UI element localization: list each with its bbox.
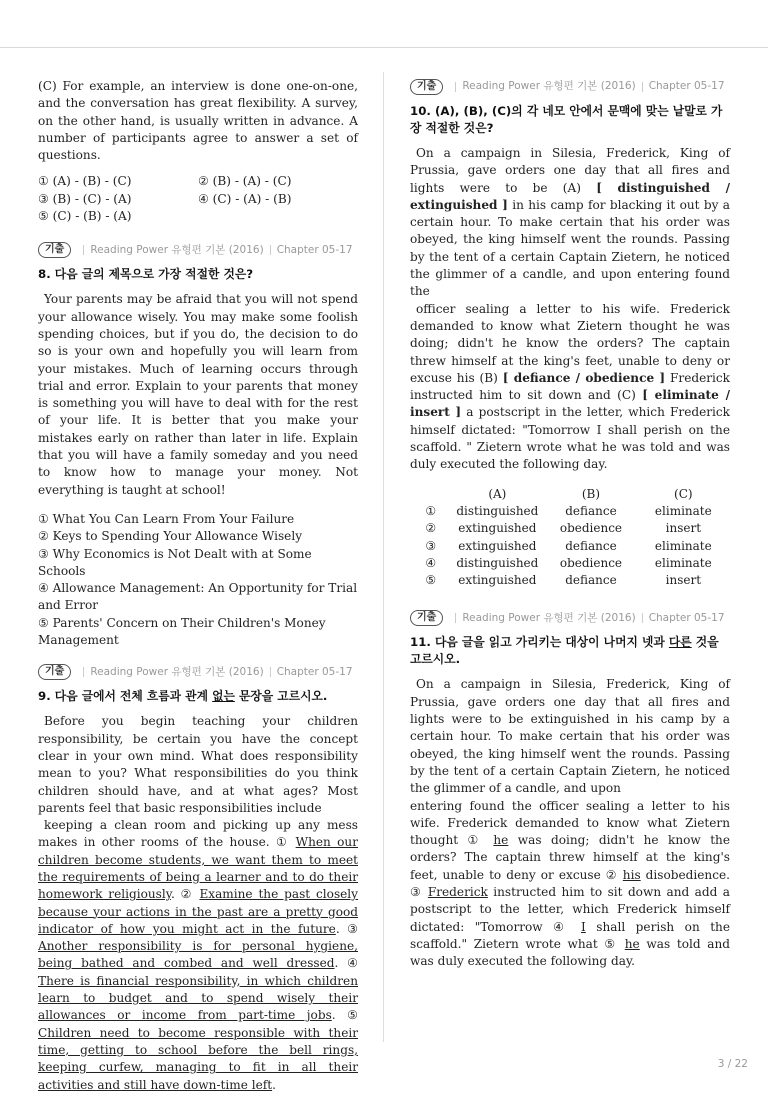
q9-chapter: Chapter 05-17 — [276, 665, 353, 678]
q8-badge: 기출 — [38, 242, 71, 258]
q8-source — [38, 241, 358, 259]
q9-lead: keeping a clean room and picking up any mess makes in other rooms of the house. — [38, 818, 358, 850]
q8-title: 8. 다음 글의 제목으로 가장 적절한 것은? — [38, 267, 254, 282]
q8-chapter: Chapter 05-17 — [276, 243, 353, 256]
q10-answer-table — [412, 486, 730, 590]
q9-title-pre: 9. 다음 글에서 전체 흐름과 관계 — [38, 689, 213, 704]
q8-options — [38, 511, 358, 649]
q10-text-3: officer sealing a letter to his wife. Frederick demanded to know what Zietern thought he was doing; didn't he know the orders? The captain threw himself at the king's feet, unable to deny or excuse his (B) — [410, 301, 730, 385]
header-rule — [0, 47, 768, 48]
q11-passage-2 — [410, 798, 730, 971]
q8-option-4[interactable]: ④ Allowance Management: An Opportunity for Trial and Error — [38, 581, 358, 613]
q9-passage — [38, 817, 358, 1094]
q9-source-text: Reading Power 유형편 기본 (2016) — [90, 665, 264, 678]
q10-passage-2 — [410, 301, 730, 474]
q10-row-num: ① — [425, 503, 437, 518]
q9-intro: Before you begin teaching your children responsibility, be certain you have the concept clear in your own mind. What does responsibility mean to you? What responsibilities do you think children should have, and at what ages? Most parents feel that basic responsibilities include — [38, 714, 358, 815]
q10-badge: 기출 — [410, 79, 443, 95]
q10-cell: distinguished — [456, 555, 539, 570]
separator — [455, 82, 456, 92]
separator — [270, 245, 271, 255]
q11-choice-1[interactable]: he — [493, 833, 509, 848]
q10-cell: obedience — [559, 555, 623, 570]
q10-title: 10. (A), (B), (C)의 각 네모 안에서 문맥에 맞는 낱말로 가장 적절한 것은? — [410, 104, 723, 135]
q11-choice-4[interactable]: I — [581, 919, 586, 934]
q10-table-header — [412, 486, 730, 503]
q10-cell: insert — [665, 573, 702, 588]
q7-options — [38, 173, 358, 225]
q10-text-5: a postscript in the letter, which Frederick himself dictated: "Tomorrow I shall perish on the scaffold. " Zietern wrote what he was told and was duly executed the following day. — [410, 405, 731, 472]
q8-option-3[interactable]: ③ Why Economics is Not Dealt with at Some Schools — [38, 546, 312, 578]
q10-text-4: Frederick instructed him to sit down and (C) — [410, 370, 730, 403]
q8-option-2[interactable]: ② Keys to Spending Your Allowance Wisely — [38, 529, 303, 544]
q10-cell: extinguished — [458, 573, 537, 588]
q7-option-4[interactable]: ④ (C) - (A) - (B) — [198, 191, 292, 206]
q10-header-blank — [412, 486, 449, 503]
q11-title-underlined: 다른 — [668, 635, 692, 650]
q11-text-c: disobedience. ③ — [410, 867, 730, 899]
q10-cell: eliminate — [654, 503, 712, 518]
q10-box-c: [ eliminate / insert ] — [410, 388, 730, 420]
q10-row-num: ⑤ — [425, 573, 437, 588]
q10-option-row-4[interactable] — [412, 555, 730, 572]
q7-option-1[interactable]: ① (A) - (B) - (C) — [38, 174, 132, 189]
q10-cell: defiance — [565, 573, 617, 588]
q11-source — [410, 609, 730, 627]
q9-sentence-4[interactable]: There is financial responsibility, in which children learn to budget and to spend wisely their allowances or income from part-time jobs — [38, 973, 358, 1023]
q10-text-1: On a campaign in Silesia, Frederick, King of Prussia, gave orders one day that all fires and lights were to be (A) — [410, 146, 730, 195]
q10-box-a: [ distinguished / extinguished ] — [410, 180, 730, 212]
q10-cell: extinguished — [458, 538, 537, 553]
q9-title-underlined: 없는 — [212, 689, 235, 704]
q10-passage-1 — [410, 145, 730, 301]
q9-marker-3: . ③ — [335, 921, 358, 936]
q10-cell: eliminate — [654, 538, 712, 553]
page-number: 3 / 22 — [717, 1058, 748, 1070]
q10-cell: insert — [665, 521, 702, 536]
q8-option-5[interactable]: ⑤ Parents' Concern on Their Children's Money Management — [38, 615, 326, 648]
q11-text-b: was doing; didn't he know the orders? The captain threw himself at the king's feet, unable to deny or excuse ② — [410, 833, 730, 882]
q9-source — [38, 663, 358, 681]
right-column — [410, 78, 730, 970]
q10-option-row-1[interactable] — [412, 503, 730, 520]
q11-text-f: was told and was duly executed the following day. — [410, 936, 730, 969]
q10-cell: eliminate — [654, 555, 712, 570]
q11-passage-1: On a campaign in Silesia, Frederick, King of Prussia, gave orders one day that all fires and lights were to be extinguished in his camp by a certain hour. To make certain that his order was obeyed, the king himself went the rounds. Passing by the tent of a certain Captain Zietern, he noticed the glimmer of a candle, and upon — [410, 677, 730, 796]
q11-text-d: instructed him to sit down and add a postscript to the letter, which Frederick himself dictated: "Tomorrow ④ — [410, 884, 731, 934]
q9-sentence-1[interactable]: When our children become students, we want them to meet the requirements of being a learner and to do their homework religiously — [38, 835, 358, 902]
q10-box-b: [ defiance / obedience ] — [502, 370, 666, 385]
q10-header-c: (C) — [674, 486, 693, 501]
q10-source-text: Reading Power 유형편 기본 (2016) — [462, 80, 636, 93]
q10-row-num: ④ — [425, 555, 437, 570]
q10-row-num: ② — [425, 521, 437, 536]
q11-title-post: 것을 고르시오. — [410, 635, 719, 667]
separator — [83, 667, 84, 677]
q11-text-e: shall perish on the scaffold." Zietern wrote what ⑤ — [410, 919, 730, 951]
q11-source-text: Reading Power 유형편 기본 (2016) — [462, 611, 636, 624]
q10-header-a: (A) — [488, 486, 507, 501]
q9-marker-2: . ② — [170, 887, 200, 902]
q8-passage: Your parents may be afraid that you will not spend your allowance wisely. You may make some foolish spending choices, but if you do, the decision to do so is your own and hopefully you will learn from your mistakes. Much of learning occurs through trial and error. Explain to your parents that money is something you will have to deal with for the rest of your life. It is better that you make your mistakes early on rather than later in life. Explain that you will have a family someday and you need to know how to manage your money. Not everything is taught at school! — [38, 292, 358, 497]
separator — [455, 613, 456, 623]
q10-cell: distinguished — [456, 503, 539, 518]
q11-choice-2[interactable]: his — [622, 867, 641, 882]
q9-sentence-2[interactable]: Examine the past closely because your actions in the past are a pretty good indicator of how you might act in the future — [38, 887, 359, 936]
q9-marker-5: . ⑤ — [331, 1008, 358, 1023]
q8-option-1[interactable]: ① What You Can Learn From Your Failure — [38, 511, 295, 526]
q10-option-row-3[interactable] — [412, 538, 730, 555]
q11-choice-3[interactable]: Frederick — [427, 884, 488, 899]
q10-option-row-2[interactable] — [412, 520, 730, 537]
q11-text-a: entering found the officer sealing a letter to his wife. Frederick demanded to know what Zietern thought ① — [410, 798, 730, 848]
q11-badge: 기출 — [410, 610, 443, 626]
separator — [83, 245, 84, 255]
q9-marker-1: ① — [275, 835, 296, 850]
q10-cell: obedience — [559, 521, 623, 536]
separator — [642, 82, 643, 92]
q10-chapter: Chapter 05-17 — [648, 80, 725, 93]
q10-option-row-5[interactable] — [412, 572, 730, 589]
q11-title-pre: 11. 다음 글을 읽고 가리키는 대상이 나머지 넷과 — [410, 635, 669, 650]
q9-sentence-3[interactable]: Another responsibility is for personal hygiene, being bathed and combed and well dressed — [38, 939, 358, 971]
separator — [642, 613, 643, 623]
q10-header-b: (B) — [581, 486, 601, 501]
separator — [270, 667, 271, 677]
q7-option-5[interactable]: ⑤ (C) - (B) - (A) — [38, 209, 132, 224]
q11-title — [410, 634, 730, 668]
q10-text-2: in his camp for blacking it out by a certain hour. To make certain that his order was obeyed, the king himself went the rounds. Passing by the tent of a certain Captain Zietern, he noticed the glimmer of a candle, and upon entering found the — [410, 197, 730, 299]
q10-row-num: ③ — [425, 538, 437, 553]
q11-chapter: Chapter 05-17 — [648, 611, 725, 624]
left-column — [38, 78, 358, 1094]
q9-marker-4: . ④ — [334, 956, 359, 971]
q11-choice-5[interactable]: he — [624, 936, 640, 951]
q9-badge: 기출 — [38, 664, 71, 680]
q9-title-post: 문장을 고르시오. — [234, 689, 328, 704]
q10-cell: defiance — [565, 503, 617, 518]
q7-option-2[interactable]: ② (B) - (A) - (C) — [198, 174, 292, 189]
q9-sentence-5[interactable]: Children need to become responsible with their time, getting to school before the bell rings, keeping curfew, managing to fit in all their activities and still have down-time left — [38, 1025, 358, 1092]
q7-option-3[interactable]: ③ (B) - (C) - (A) — [38, 191, 132, 206]
q7-passage-end: (C) For example, an interview is done one-on-one, and the conversation has great flexibility. A survey, on the other hand, is usually written in advance. A number of participants agree to answer a set of questions. — [38, 79, 358, 163]
q9-title — [38, 688, 358, 705]
q10-cell: extinguished — [458, 521, 537, 536]
q8-source-text: Reading Power 유형편 기본 (2016) — [90, 243, 264, 256]
column-divider — [383, 72, 384, 1042]
q9-end: . — [272, 1077, 276, 1092]
q10-source — [410, 78, 730, 96]
q10-cell: defiance — [565, 538, 617, 553]
